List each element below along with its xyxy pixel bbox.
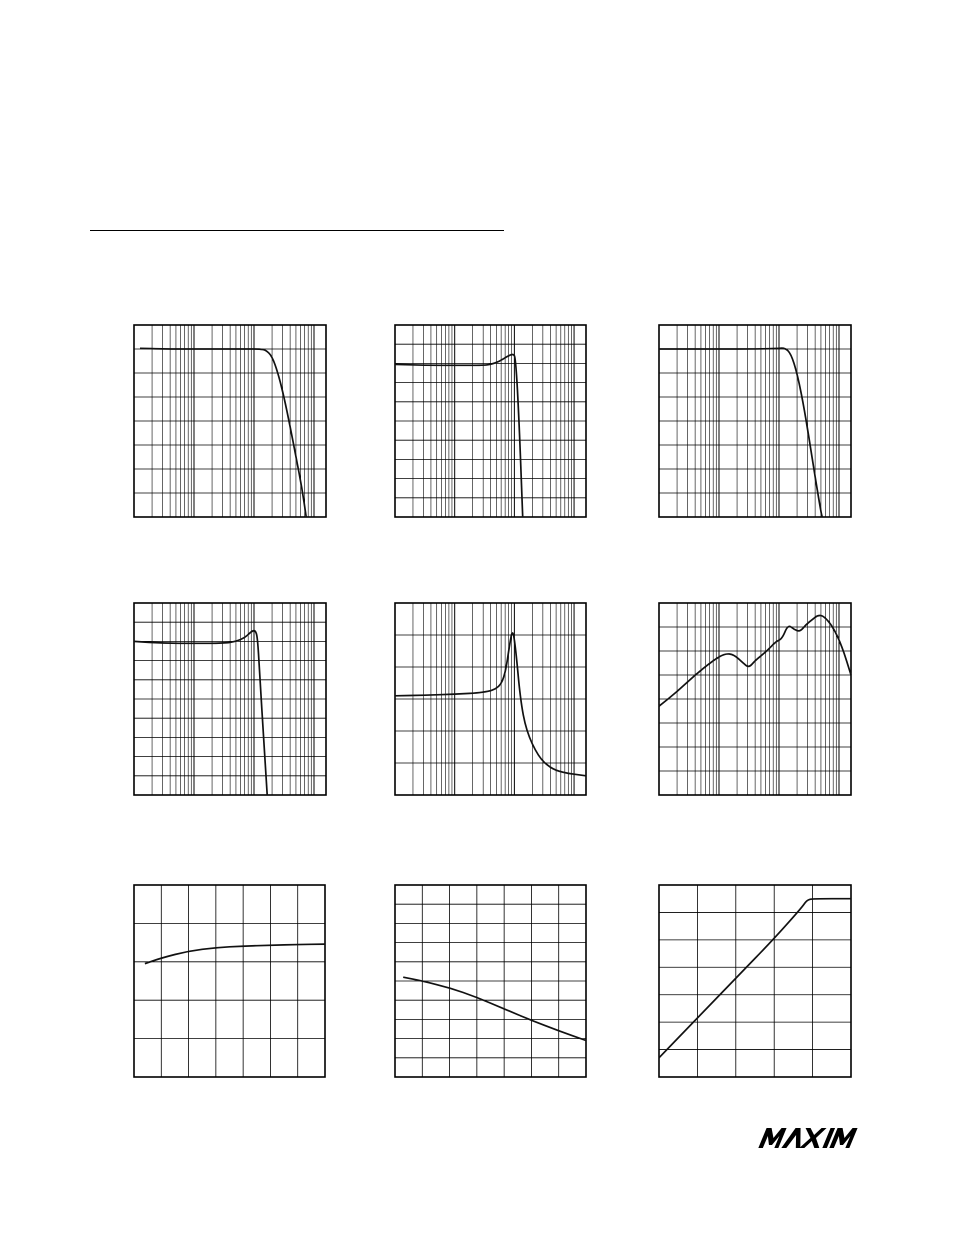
series-line (659, 348, 822, 517)
series-line (395, 354, 523, 517)
chart-2 (395, 325, 586, 517)
chart-5 (395, 603, 586, 795)
chart-frame (134, 885, 325, 1077)
chart-7 (134, 885, 325, 1077)
chart-1 (134, 325, 326, 517)
chart-3 (659, 325, 851, 517)
series-line (140, 348, 306, 517)
chart-8 (395, 885, 586, 1077)
maxim-logo (758, 1126, 868, 1150)
chart-9 (659, 885, 851, 1077)
series-line (659, 899, 851, 1058)
chart-4 (134, 603, 326, 795)
chart-frame (659, 885, 851, 1077)
chart-6 (659, 603, 851, 795)
series-line (134, 631, 267, 795)
